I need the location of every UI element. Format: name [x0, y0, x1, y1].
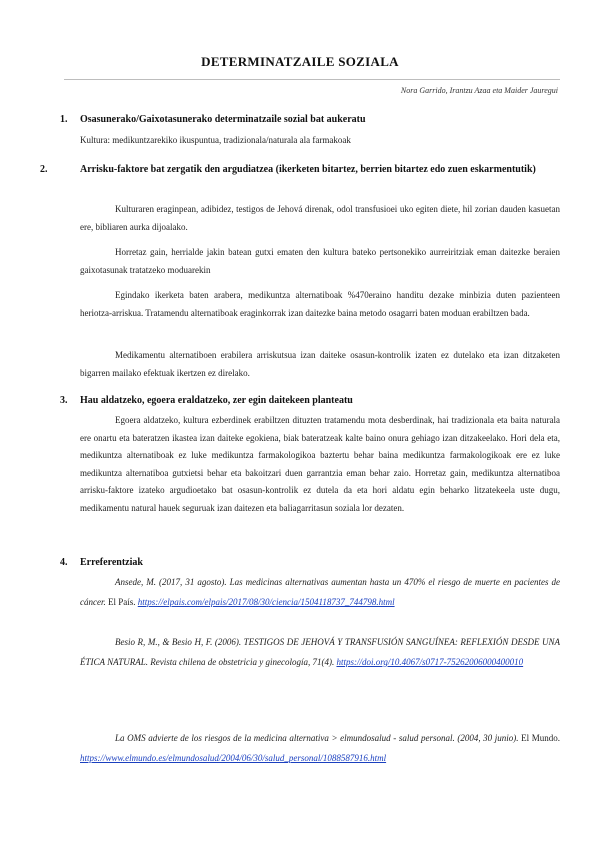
section-2-paragraph-3: Egindako ikerketa baten arabera, medikuntza alternatiboak %470eraino handitu dezake minbizia duten pazienteen heriotza-arriskua. Tratamendu alternatiboak eraginkorrak izan daitezke baina metodo osagarri baten moduan erabiltzen bada.	[80, 290, 560, 318]
section-2-paragraph-1: Kulturaren eraginpean, adibidez, testigos de Jehová direnak, odol transfusioei uko egiten diete, hil zorian dauden kasuetan ere, bibliaren aurka dijoalako.	[80, 204, 560, 232]
section-number: 3.	[60, 395, 68, 406]
document-title: DETERMINATZAILE SOZIALA	[201, 54, 399, 69]
reference-source: El País.	[105, 597, 138, 607]
section-4-heading	[60, 553, 560, 573]
authors-line: Nora Garrido, Irantzu Azaa eta Maider Jauregui	[400, 86, 558, 95]
reference-text: Ansede, M. (2017, 31 agosto). Las medicinas alternativas aumentan hasta un 470% el riesgo de muerte en pacientes de cáncer.	[80, 577, 560, 607]
section-2-paragraph-4: Medikamentu alternatiboen erabilera arriskutsua izan daiteke osasun-kontrolik izaten ez dutelako eta izan ditzaketen bigarren mailako efektuak ikertzen ez direlako.	[80, 350, 560, 378]
reference-source: El Mundo.	[518, 733, 560, 743]
reference-text: Besio R, M., & Besio H, F. (2006). TESTIGOS DE JEHOVÁ Y TRANSFUSIÓN SANGUÍNEA: REFLEXIÓN DESDE UNA ÉTICA NATURAL. Revista chilena de obstetricia y ginecología, 71(4).	[80, 637, 560, 667]
section-title: Osasunerako/Gaixotasunerako determinatzaile sozial bat aukeratu	[80, 114, 366, 125]
reference-text: La OMS advierte de los riesgos de la medicina alternativa > elmundosalud - salud personal. (2004, 30 junio).	[115, 733, 519, 743]
reference-1	[80, 572, 560, 612]
reference-link[interactable]: https://doi.org/10.4067/s0717-75262006000400010	[336, 657, 524, 667]
reference-link[interactable]: https://www.elmundo.es/elmundosalud/2004/06/30/salud_personal/1088587916.html	[80, 753, 387, 763]
reference-link[interactable]: https://elpais.com/elpais/2017/08/30/ciencia/1504118737_744798.html	[137, 597, 395, 607]
section-3-paragraph-1: Egoera aldatzeko, kultura ezberdinek erabiltzen dituzten tratamendu mota desberdinak, hai tradizionala eta baita naturala ere onartu eta bateratzen ikastea izan daiteke egokiena, biak bateratzeak kalte baino onura gehiago izan ditzakeelako. Hori dela eta, medikuntza alternatiboak ez luke medikuntza farmakologikoa baztertu behar baina medikuntza farmakologikoak ere ez luke medikuntza alternatiboa gutxietsi behar eta bakoitzari duen garrantzia eman behar zaio. Horretaz gain, medikuntza alternatiboa arrisku-faktore izateko argudioetako bat osasun-kontrolik ez dutela da eta hori aldatu egin beharko litzatekeela uste dugu, medikamentu natural hauek seguruak izan daitezen eta baliagarritasun soziala lor dezaten.	[80, 415, 560, 513]
section-title: Hau aldatzeko, egoera eraldatzeko, zer egin daitekeen planteatu	[80, 395, 353, 406]
reference-3	[80, 728, 560, 768]
section-1-heading	[60, 110, 560, 130]
section-number: 2.	[40, 164, 48, 175]
reference-2	[80, 632, 560, 672]
title-divider	[64, 79, 560, 80]
section-2-heading	[40, 160, 560, 180]
section-title: Arrisku-faktore bat zergatik den argudiatzea (ikerketen bitartez, berrien bitartez edo zuen eskarmentutik)	[80, 164, 536, 175]
section-title: Erreferentziak	[80, 557, 143, 568]
section-number: 4.	[60, 557, 68, 568]
section-1-paragraph-1: Kultura: medikuntzarekiko ikuspuntua, tradizionala/naturala ala farmakoak	[80, 135, 351, 145]
section-3-heading	[60, 391, 560, 411]
section-2-paragraph-2: Horretaz gain, herrialde jakin batean gutxi ematen den kultura bateko pertsonekiko aurreiritziak eman daitezke beraien gaixotasunak tratatzeko moduarekin	[80, 247, 560, 275]
section-number: 1.	[60, 114, 68, 125]
